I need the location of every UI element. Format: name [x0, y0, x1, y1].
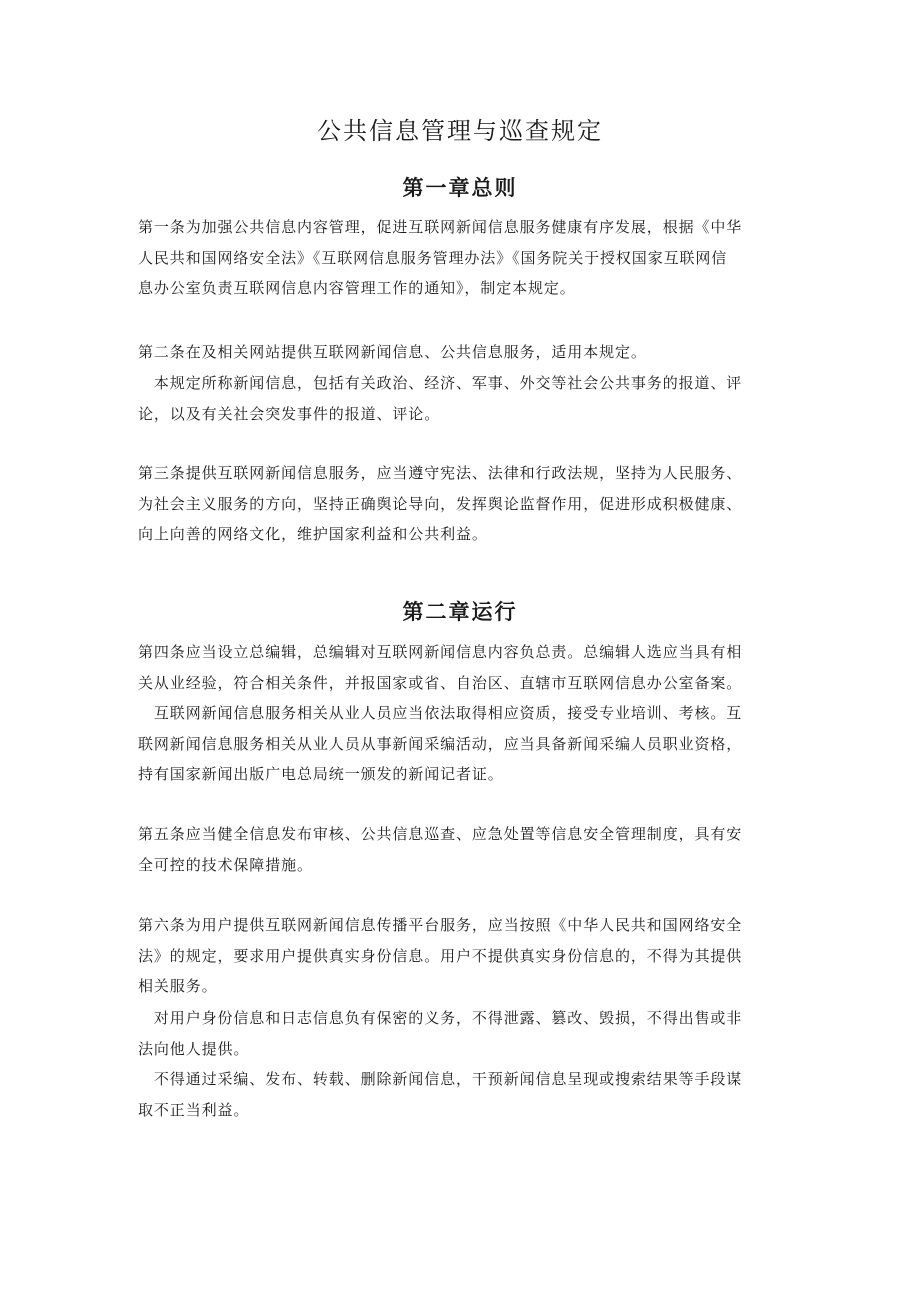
chapter-heading-2: 第二章运行 — [402, 599, 518, 624]
text-line: 向上向善的网络文化，维护国家利益和公共利益。 — [138, 525, 488, 543]
text-line: 为社会主义服务的方向，坚持正确舆论导向，发挥舆论监督作用，促进形成积极健康、 — [138, 494, 743, 513]
article-1 — [138, 212, 788, 304]
article-4 — [138, 637, 788, 698]
text-line: 取不正当利益。 — [138, 1100, 250, 1119]
article-3 — [138, 458, 788, 550]
text-line: 第五条应当健全信息发布审核、公共信息巡查、应急处置等信息安全管理制度，具有安 — [138, 825, 743, 843]
article-2 — [138, 337, 788, 368]
text-line: 第六条为用户提供互联网新闻信息传播平台服务，应当按照《中华人民共和国网络安全 — [138, 916, 743, 934]
text-line: 法》的规定，要求用户提供真实身份信息。用户不提供真实身份信息的，不得为其提供 — [138, 946, 743, 965]
text-line: 人民共和国网络安全法》《互联网信息服务管理办法》《国务院关于授权国家互联网信 — [138, 248, 728, 267]
text-line: 相关服务。 — [138, 977, 218, 995]
text-line: 第二条在及相关网站提供互联网新闻信息、公共信息服务，适用本规定。 — [138, 343, 647, 361]
text-line: 第四条应当设立总编辑，总编辑对互联网新闻信息内容负总责。总编辑人选应当具有相 — [138, 643, 743, 661]
text-line: 全可控的技术保障措施。 — [138, 855, 313, 874]
text-line: 法向他人提供。 — [138, 1039, 250, 1058]
text-line: 持有国家新闻出版广电总局统一颁发的新闻记者证。 — [138, 765, 504, 783]
article-2-definition — [138, 368, 788, 429]
text-line: 关从业经验，符合相关条件，并报国家或省、自治区、直辖市互联网信息办公室备案。 — [138, 673, 743, 692]
document-title: 公共信息管理与巡查规定 — [317, 117, 603, 145]
text-line: 联网新闻信息服务相关从业人员从事新闻采编活动，应当具备新闻采编人员职业资格， — [138, 734, 743, 753]
text-line: 互联网新闻信息服务相关从业人员应当依法取得相应资质，接受专业培训、考核。互 — [138, 704, 743, 722]
text-line: 第三条提供互联网新闻信息服务，应当遵守宪法、法律和行政法规，坚持为人民服务、 — [138, 464, 743, 482]
article-6 — [138, 910, 788, 1002]
text-line: 本规定所称新闻信息，包括有关政治、经济、军事、外交等社会公共事务的报道、评 — [138, 374, 743, 392]
article-4-staff — [138, 698, 788, 790]
chapter-heading-1: 第一章总则 — [402, 175, 518, 200]
text-line: 对用户身份信息和日志信息负有保密的义务，不得泄露、篡改、毁损，不得出售或非 — [138, 1009, 743, 1027]
article-5 — [138, 819, 788, 880]
text-line: 不得通过采编、发布、转载、删除新闻信息，干预新闻信息呈现或搜索结果等手段谋 — [138, 1070, 743, 1088]
text-line: 论，以及有关社会突发事件的报道、评论。 — [138, 404, 441, 423]
text-line: 第一条为加强公共信息内容管理，促进互联网新闻信息服务健康有序发展，根据《中华 — [138, 218, 743, 236]
article-6-prohibition — [138, 1064, 788, 1125]
text-line: 息办公室负责互联网信息内容管理工作的通知》，制定本规定。 — [138, 279, 576, 297]
article-6-privacy — [138, 1003, 788, 1064]
